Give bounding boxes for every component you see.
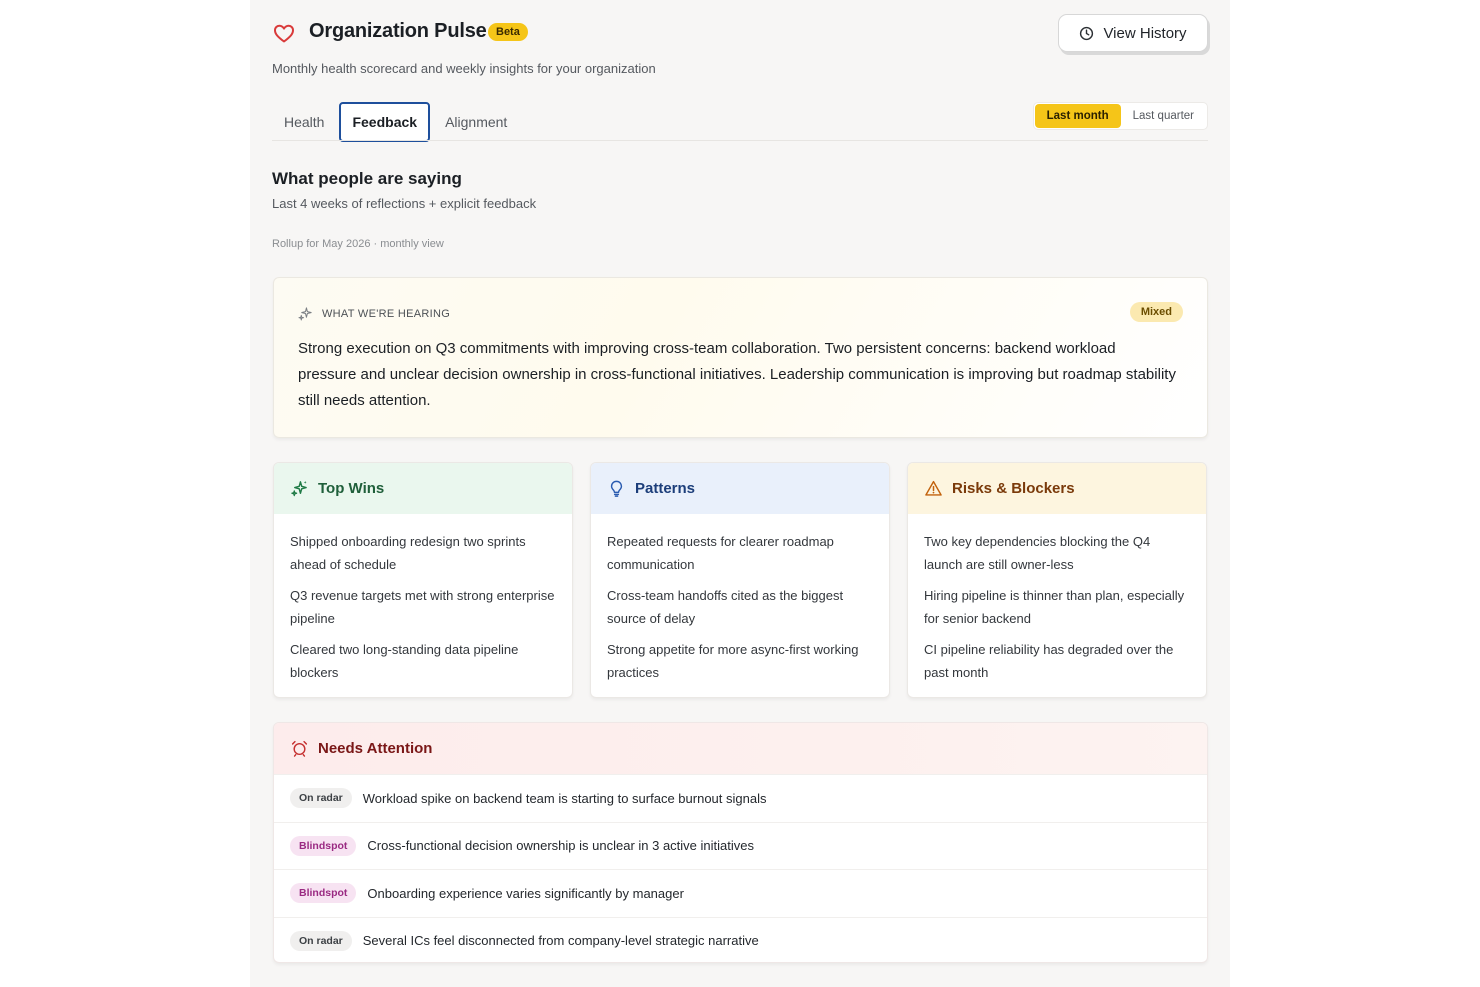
- sparkles-icon: [290, 479, 309, 498]
- list-item: Shipped onboarding redesign two sprints ahead of schedule: [290, 534, 526, 572]
- attention-row: [274, 774, 1207, 822]
- list-item: Hiring pipeline is thinner than plan, especially for senior backend: [924, 588, 1185, 626]
- attention-text: Several ICs feel disconnected from company-level strategic narrative: [362, 933, 759, 949]
- page-title: Organization Pulse: [309, 20, 487, 42]
- period-last-month[interactable]: Last month: [1035, 104, 1121, 128]
- lightbulb-icon: [607, 479, 626, 498]
- header: [272, 18, 1208, 52]
- tabs-divider: [272, 140, 1208, 141]
- list-item: Two key dependencies blocking the Q4 launch are still owner-less: [924, 534, 1151, 572]
- alarm-icon: [290, 739, 309, 758]
- beta-badge: Beta: [488, 23, 528, 41]
- needs-attention-title: Needs Attention: [318, 740, 433, 757]
- attention-row: [274, 869, 1207, 917]
- status-badge: Blindspot: [290, 883, 356, 903]
- list-item: Strong appetite for more async-first working practices: [607, 642, 859, 680]
- period-last-quarter[interactable]: Last quarter: [1132, 110, 1194, 122]
- tab-alignment[interactable]: Alignment: [445, 114, 508, 130]
- needs-attention-header: [274, 723, 1207, 774]
- patterns-header: [591, 463, 889, 514]
- top-wins-title: Top Wins: [318, 480, 385, 497]
- section-subtitle: Last 4 weeks of reflections + explicit feedback: [272, 196, 537, 211]
- status-badge: Blindspot: [290, 836, 356, 856]
- sentiment-badge: Mixed: [1130, 302, 1183, 322]
- page: [250, 0, 1230, 987]
- list-item: Repeated requests for clearer roadmap communication: [607, 534, 834, 572]
- list-item: CI pipeline reliability has degraded over the past month: [924, 642, 1174, 680]
- hearing-summary: Strong execution on Q3 commitments with improving cross-team collaboration. Two persistent concerns: backend workload pressure and unclear decision ownership in cross-functional initiatives. Leadership communication is improving but roadmap stability still needs attention.: [298, 340, 1176, 409]
- warning-icon: [924, 479, 943, 498]
- attention-text: Cross-functional decision ownership is unclear in 3 active initiatives: [367, 838, 754, 854]
- patterns-card: [590, 462, 890, 698]
- status-badge: On radar: [290, 788, 352, 808]
- list-item: Cleared two long-standing data pipeline blockers: [290, 642, 519, 680]
- patterns-title: Patterns: [635, 480, 696, 497]
- rollup-label: Rollup for May 2026 · monthly view: [272, 238, 444, 250]
- attention-row: [274, 822, 1207, 870]
- risks-list: [908, 514, 1206, 684]
- view-history-button[interactable]: [1058, 14, 1208, 52]
- top-wins-header: [274, 463, 572, 514]
- tab-bar: [272, 102, 519, 142]
- tab-feedback[interactable]: Feedback: [339, 102, 430, 142]
- top-wins-card: [273, 462, 573, 698]
- clock-icon: [1079, 26, 1094, 41]
- attention-text: Workload spike on backend team is starting to surface burnout signals: [362, 790, 767, 806]
- page-subtitle: Monthly health scorecard and weekly insights for your organization: [272, 61, 656, 76]
- hearing-label-text: WHAT WE'RE HEARING: [322, 307, 451, 320]
- heart-icon: [272, 21, 296, 45]
- patterns-list: [591, 514, 889, 684]
- tab-health[interactable]: Health: [284, 114, 325, 130]
- period-toggle: [1033, 102, 1208, 130]
- risks-blockers-card: [907, 462, 1207, 698]
- insight-cards: [273, 462, 1208, 698]
- risks-title: Risks & Blockers: [952, 480, 1075, 497]
- view-history-label: View History: [1103, 24, 1187, 42]
- needs-attention-card: [273, 722, 1208, 963]
- risks-header: [908, 463, 1206, 514]
- attention-text: Onboarding experience varies significantly by manager: [367, 885, 684, 901]
- list-item: Q3 revenue targets met with strong enterprise pipeline: [290, 588, 555, 626]
- top-wins-list: [274, 514, 572, 684]
- section-title: What people are saying: [272, 169, 462, 188]
- sparkle-icon: [298, 306, 313, 321]
- attention-row: [274, 917, 1207, 964]
- what-were-hearing-card: [273, 277, 1208, 438]
- list-item: Cross-team handoffs cited as the biggest source of delay: [607, 588, 844, 626]
- status-badge: On radar: [290, 931, 352, 951]
- hearing-label: [298, 306, 450, 321]
